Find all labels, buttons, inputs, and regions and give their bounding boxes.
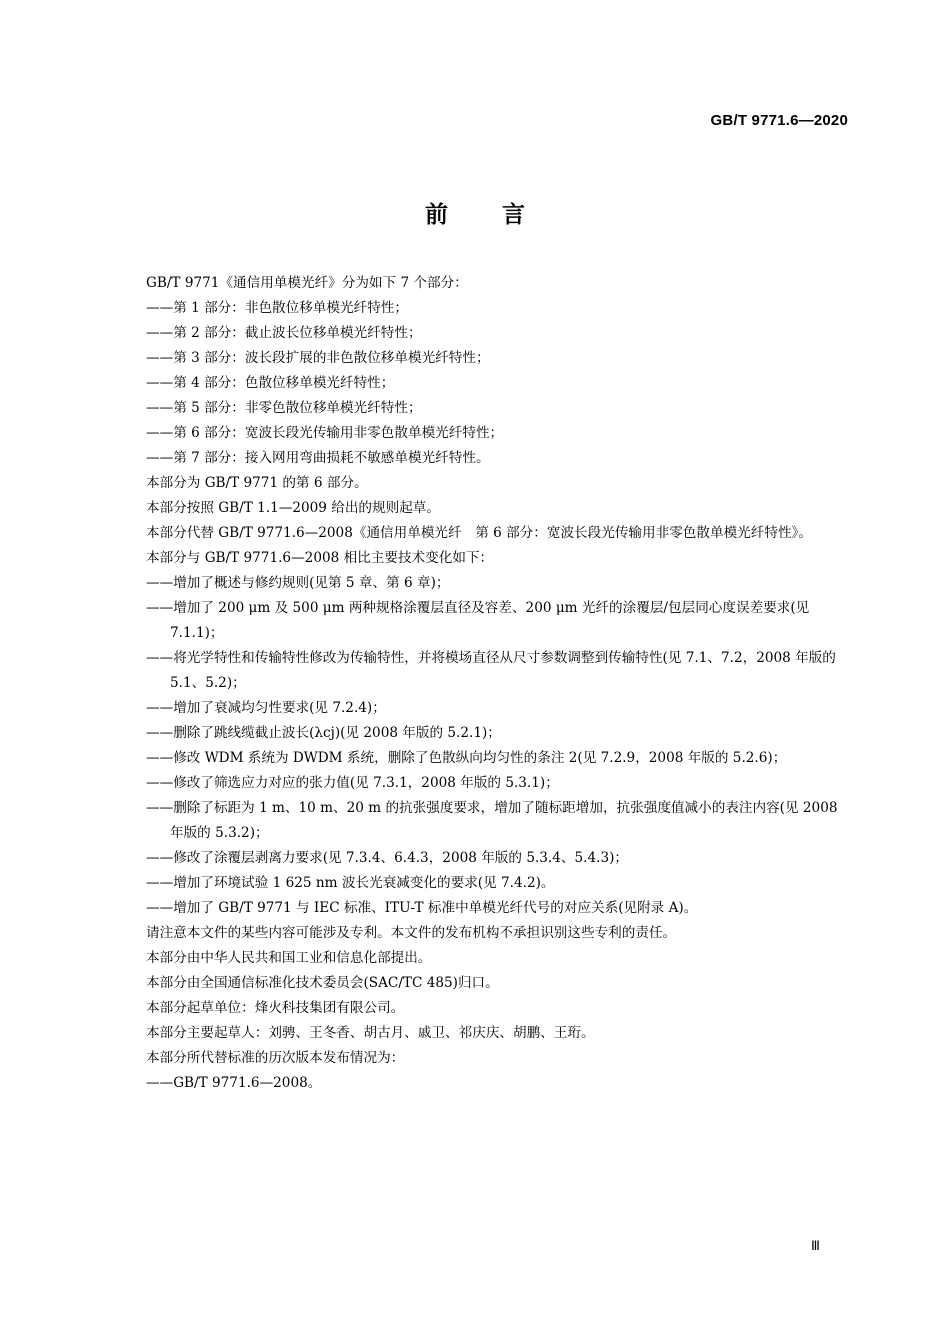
list-item: ——增加了 200 μm 及 500 μm 两种规格涂覆层直径及容差、200 μm 光纤的涂覆层/包层同心度误差要求(见 7.1.1)； <box>146 600 810 641</box>
list-item: ——增加了衰减均匀性要求(见 7.2.4)； <box>146 700 386 716</box>
list-item: ——修改了涂覆层剥离力要求(见 7.3.4、6.4.3，2008 年版的 5.3.4、5.4.3)； <box>146 850 628 866</box>
list-item: ——第 7 部分：接入网用弯曲损耗不敏感单模光纤特性。 <box>146 450 490 466</box>
standard-code: GB/T 9771.6—2020 <box>710 112 848 129</box>
list-item: ——修改 WDM 系统为 DWDM 系统，删除了色散纵向均匀性的条注 2(见 7.2.9，2008 年版的 5.2.6)； <box>146 750 787 766</box>
paragraph: 本部分与 GB/T 9771.6—2008 相比主要技术变化如下： <box>146 550 494 566</box>
list-item: ——增加了环境试验 1 625 nm 波长光衰减变化的要求(见 7.4.2)。 <box>146 875 555 891</box>
paragraph: 本部分按照 GB/T 1.1—2009 给出的规则起草。 <box>146 500 440 516</box>
page-title: 前 言 <box>424 202 525 228</box>
paragraph: 本部分所代替标准的历次版本发布情况为： <box>146 1050 405 1066</box>
list-item: ——第 6 部分：宽波长段光传输用非零色散单模光纤特性； <box>146 425 504 441</box>
paragraph: 本部分为 GB/T 9771 的第 6 部分。 <box>146 475 368 491</box>
list-item: ——增加了 GB/T 9771 与 IEC 标准、ITU-T 标准中单模光纤代号的对应关系(见附录 A)。 <box>146 900 698 916</box>
list-item: ——第 4 部分：色散位移单模光纤特性； <box>146 375 395 391</box>
paragraph: 本部分由中华人民共和国工业和信息化部提出。 <box>146 950 432 966</box>
page-number: Ⅲ <box>811 1238 820 1253</box>
paragraph: GB/T 9771《通信用单模光纤》分为如下 7 个部分： <box>146 275 468 291</box>
paragraph: 本部分起草单位：烽火科技集团有限公司。 <box>146 1000 405 1016</box>
paragraph: 请注意本文件的某些内容可能涉及专利。本文件的发布机构不承担识别这些专利的责任。 <box>146 925 677 941</box>
list-item: ——第 5 部分：非零色散位移单模光纤特性； <box>146 400 422 416</box>
foreword-body <box>112 271 850 1096</box>
paragraph: 本部分由全国通信标准化技术委员会(SAC/TC 485)归口。 <box>146 975 499 991</box>
list-item: ——GB/T 9771.6—2008。 <box>146 1075 322 1091</box>
list-item: ——第 3 部分：波长段扩展的非色散位移单模光纤特性； <box>146 350 490 366</box>
list-item: ——第 1 部分：非色散位移单模光纤特性； <box>146 300 408 316</box>
list-item: ——将光学特性和传输特性修改为传输特性，并将模场直径从尺寸参数调整到传输特性(见 7.1、7.2，2008 年版的 5.1、5.2)； <box>146 650 836 691</box>
paragraph: 本部分代替 GB/T 9771.6—2008《通信用单模光纤 第 6 部分：宽波长段光传输用非零色散单模光纤特性》。 <box>146 525 812 541</box>
list-item: ——删除了标距为 1 m、10 m、20 m 的抗张强度要求，增加了随标距增加，抗张强度值减小的表注内容(见 2008 年版的 5.3.2)； <box>146 800 838 841</box>
list-item: ——修改了筛选应力对应的张力值(见 7.3.1，2008 年版的 5.3.1)； <box>146 775 559 791</box>
list-item: ——第 2 部分：截止波长位移单模光纤特性； <box>146 325 422 341</box>
list-item: ——增加了概述与修约规则(见第 5 章、第 6 章)； <box>146 575 450 591</box>
list-item: ——删除了跳线缆截止波长(λcj)(见 2008 年版的 5.2.1)； <box>146 725 501 741</box>
paragraph: 本部分主要起草人：刘骋、王冬香、胡古月、戚卫、祁庆庆、胡鹏、王珩。 <box>146 1025 595 1041</box>
